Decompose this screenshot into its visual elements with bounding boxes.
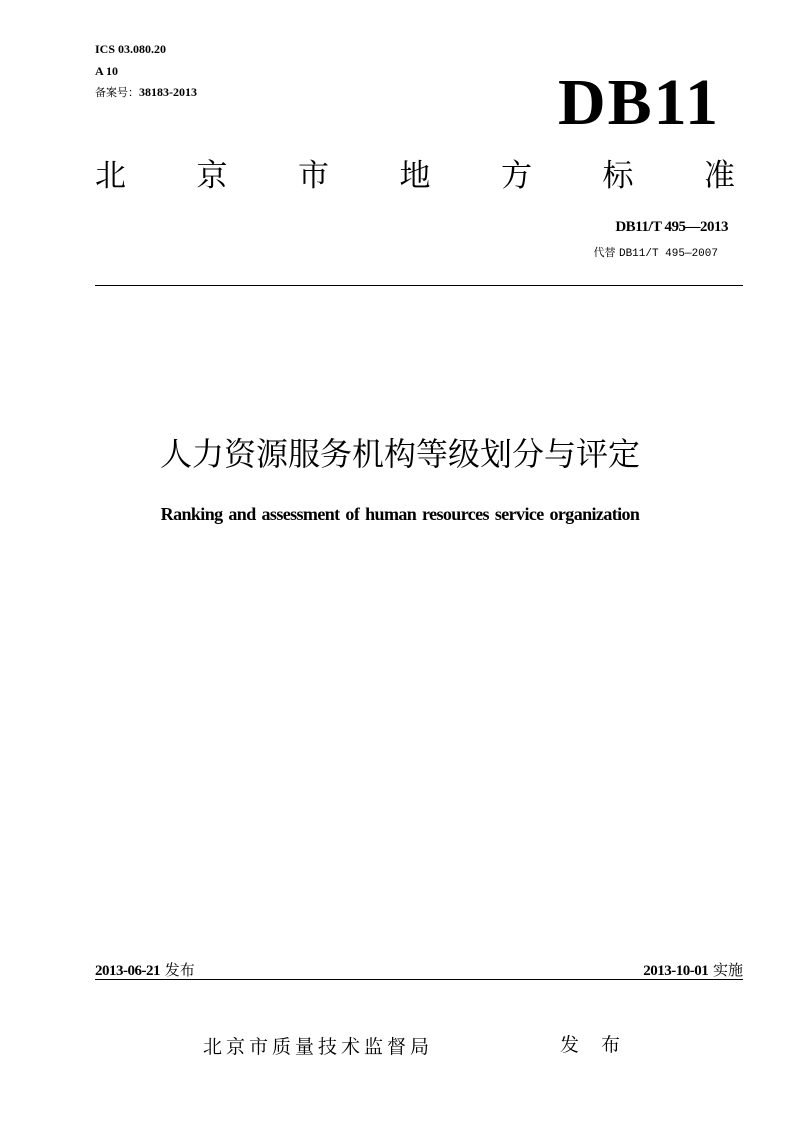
implement-label: 实施 — [712, 961, 743, 979]
issue-label: 发布 — [164, 961, 195, 979]
authority-char: 方 — [501, 158, 532, 194]
authority-char: 标 — [602, 158, 634, 194]
classification-code: A 10 — [95, 64, 119, 78]
authority-char: 京 — [196, 158, 228, 194]
document-title-chinese: 人力资源服务机构等级划分与评定 — [159, 435, 640, 473]
standard-code: DB11/T 495—2013 — [615, 219, 728, 235]
authority-char: 地 — [399, 158, 431, 194]
standard-type-logo: DB11 — [557, 66, 720, 139]
ics-code: ICS 03.080.20 — [95, 42, 167, 56]
record-number-value: 38183-2013 — [139, 85, 197, 99]
authority-char: 市 — [298, 158, 329, 194]
record-number-label: 备案号： — [95, 86, 139, 99]
record-number-line — [95, 85, 197, 100]
replaces-line — [593, 244, 718, 260]
authority-title — [95, 156, 735, 196]
publish-label: 发 布 — [560, 1034, 629, 1056]
implement-date: 2013-10-01 — [643, 963, 709, 979]
replaces-code: DB11/T 495—2007 — [618, 248, 718, 260]
issue-date-line — [95, 959, 195, 980]
document-title-english: Ranking and assessment of human resources service organization — [160, 504, 640, 524]
replaces-label: 代替 — [593, 246, 616, 259]
footer-divider — [95, 979, 743, 980]
header-divider — [95, 285, 743, 286]
authority-char: 北 — [95, 158, 126, 194]
issuer-name: 北京市质量技术监督局 — [203, 1036, 434, 1058]
issue-date: 2013-06-21 — [95, 963, 160, 979]
implement-date-line — [643, 959, 743, 980]
authority-char: 准 — [704, 158, 735, 194]
